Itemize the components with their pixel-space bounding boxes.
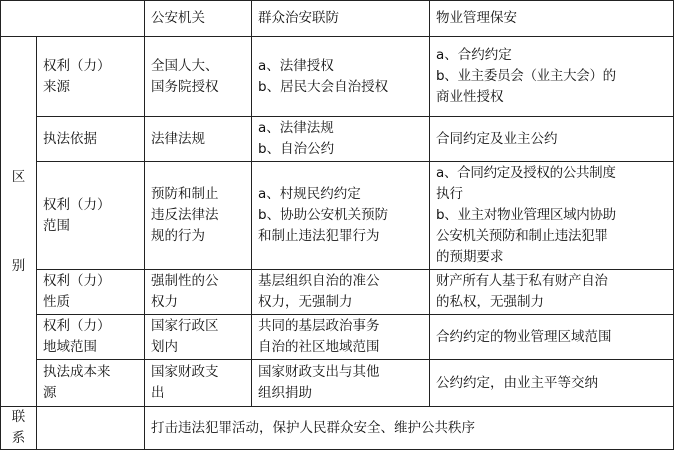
cell-police-power-source: 全国人大、 国务院授权 [145,37,252,117]
row-label-power-nature: 权利（力） 性质 [37,270,145,315]
row-label-territorial-scope: 权利（力） 地域范围 [37,315,145,360]
row-label-cost-source: 执法成本来 源 [37,360,145,407]
connection-row [1,407,674,450]
cell-mass-cost-source: 国家财政支出与其他 组织捐助 [252,360,430,407]
header-police: 公安机关 [145,1,252,37]
row-label-power-scope: 权利（力） 范围 [37,162,145,270]
cell-property-power-source: a、合约约定 b、业主委员会（业主大会）的 商业性授权 [430,37,674,117]
cell-property-territorial-scope: 合约约定的物业管理区域范围 [430,315,674,360]
header-row [1,1,674,37]
cell-mass-enforcement-basis: a、法律法规 b、自治公约 [252,117,430,162]
table-row [1,162,674,270]
header-property-security: 物业管理保安 [430,1,674,37]
table-row [1,37,674,117]
cell-mass-territorial-scope: 共同的基层政治事务 自治的社区地域范围 [252,315,430,360]
cell-property-power-nature: 财产所有人基于私有财产自治 的私权，无强制力 [430,270,674,315]
difference-side-char-bottom: 别 [11,257,26,274]
cell-police-power-scope: 预防和制止 违反法律法 规的行为 [145,162,252,270]
row-label-power-source: 权利（力） 来源 [37,37,145,117]
connection-text: 打击违法犯罪活动，保护人民群众安全、维护公共秩序 [145,407,674,450]
cell-property-enforcement-basis: 合同约定及业主公约 [430,117,674,162]
row-label-enforcement-basis: 执法依据 [37,117,145,162]
header-mass-defense: 群众治安联防 [252,1,430,37]
table-row [1,270,674,315]
cell-property-cost-source: 公约约定，由业主平等交纳 [430,360,674,407]
cell-mass-power-scope: a、村规民约约定 b、协助公安机关预防 和制止违法犯罪行为 [252,162,430,270]
connection-side-label [1,407,37,450]
table-row [1,360,674,407]
connection-blank-cell [37,407,145,450]
cell-police-territorial-scope: 国家行政区 划内 [145,315,252,360]
connection-side-char-1: 联 [11,409,26,425]
difference-side-label [1,37,37,407]
difference-side-char-top: 区 [11,168,26,185]
cell-property-power-scope: a、合同约定及授权的公共制度 执行 b、业主对物业管理区域内协助 公安机关预防和制止违法犯罪 的预期要求 [430,162,674,270]
cell-mass-power-nature: 基层组织自治的准公 权力，无强制力 [252,270,430,315]
cell-police-cost-source: 国家财政支 出 [145,360,252,407]
cell-police-power-nature: 强制性的公 权力 [145,270,252,315]
table-row [1,315,674,360]
connection-side-char-2: 系 [11,430,26,446]
cell-police-enforcement-basis: 法律法规 [145,117,252,162]
header-corner [1,1,145,37]
table-row [1,117,674,162]
cell-mass-power-source: a、法律授权 b、居民大会自治授权 [252,37,430,117]
